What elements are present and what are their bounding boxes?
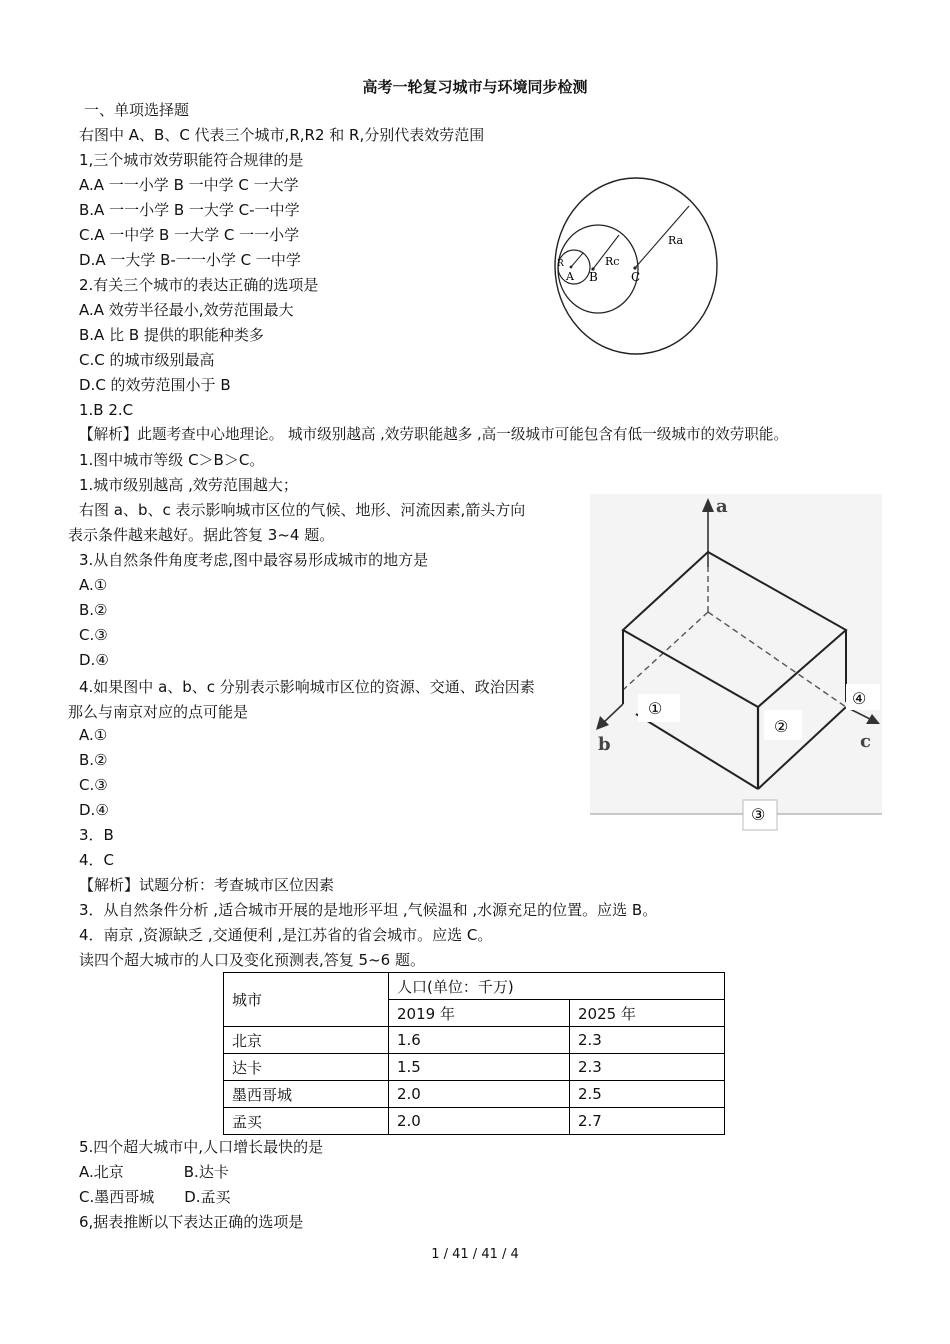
q1-option-c: C.A 一中学 B 一大学 C 一一小学 — [79, 226, 300, 244]
diagram-background — [590, 494, 882, 814]
cell-2025: 2.7 — [570, 1108, 725, 1135]
cell-city: 墨西哥城 — [224, 1081, 389, 1108]
cell-2025: 2.3 — [570, 1027, 725, 1054]
axis-c-label: c — [860, 731, 871, 752]
answer-3: 3．B — [79, 826, 114, 844]
q4-option-d: D.④ — [79, 801, 109, 819]
q12-intro: 右图中 A、B、C 代表三个城市,R,R2 和 R,分别代表效劳范围 — [79, 126, 485, 144]
question-5: 5.四个超大城市中,人口增长最快的是 — [79, 1138, 324, 1156]
cell-2019: 2.0 — [389, 1081, 570, 1108]
q4-option-a: A.① — [79, 726, 108, 744]
label-rb: Rc — [605, 255, 620, 268]
q2-option-b: B.A 比 B 提供的职能种类多 — [79, 326, 264, 344]
page-footer: 1 / 41 / 41 / 4 — [431, 1247, 519, 1262]
answer-4: 4．C — [79, 851, 115, 869]
point-1-label: ① — [648, 699, 663, 718]
service-range-circle-diagram — [553, 175, 719, 357]
cell-city: 达卡 — [224, 1054, 389, 1081]
explanation-2: 1.城市级别越高 ,效劳范围越大； — [79, 476, 298, 494]
label-b: B — [589, 270, 598, 284]
q5-options-row-2: C.墨西哥城 D.孟买 — [79, 1188, 231, 1206]
table-row — [224, 1081, 725, 1108]
question-1: 1,三个城市效劳职能符合规律的是 — [79, 151, 304, 169]
table-row — [224, 1027, 725, 1054]
page-title: 高考一轮复习城市与环境同步检测 — [362, 78, 588, 96]
cell-2025: 2.3 — [570, 1054, 725, 1081]
question-4-line-1: 4.如果图中 a、b、c 分别表示影响城市区位的资源、交通、政治因素 — [79, 678, 535, 696]
location-factor-box-diagram — [588, 492, 884, 832]
table-header-row — [224, 973, 725, 1000]
table-row — [224, 1108, 725, 1135]
q3-option-c: C.③ — [79, 626, 108, 644]
q2-option-c: C.C 的城市级别最高 — [79, 351, 215, 369]
circle-b — [558, 225, 641, 313]
radius-a-line — [571, 253, 583, 267]
explanation-1: 1.图中城市等级 C＞B＞C。 — [79, 451, 265, 469]
q1-option-d: D.A 一大学 B-一一小学 C 一中学 — [79, 251, 301, 269]
question-6: 6,据表推断以下表达正确的选项是 — [79, 1213, 304, 1231]
header-city: 城市 — [224, 973, 389, 1027]
cell-2019: 2.0 — [389, 1108, 570, 1135]
q1-option-a: A.A 一一小学 B 一中学 C 一大学 — [79, 176, 299, 194]
header-2019: 2019 年 — [389, 1000, 570, 1027]
analysis-3-4: 【解析】试题分析：考查城市区位因素 — [79, 876, 335, 894]
q34-intro-1: 右图 a、b、c 表示影响城市区位的气候、地形、河流因素,箭头方向 — [79, 501, 526, 519]
explanation-4: 4．南京 ,资源缺乏 ,交通便利 ,是江苏省的省会城市。应选 C。 — [79, 926, 493, 944]
header-population: 人口(单位：千万) — [389, 973, 725, 1000]
cell-city: 北京 — [224, 1027, 389, 1054]
axis-b-label: b — [598, 734, 611, 755]
point-3-label: ③ — [751, 805, 766, 824]
label-r-small: R — [557, 259, 564, 269]
question-4-line-2: 那么与南京对应的点可能是 — [68, 703, 249, 721]
q3-option-a: A.① — [79, 576, 108, 594]
point-a — [570, 266, 573, 269]
q1-option-b: B.A 一一小学 B 一大学 C-一中学 — [79, 201, 300, 219]
q2-option-d: D.C 的效劳范围小于 B — [79, 376, 231, 394]
q3-option-d: D.④ — [79, 651, 109, 669]
table-row — [224, 1054, 725, 1081]
circle-c — [555, 178, 717, 354]
explanation-3: 3．从自然条件分析 ,适合城市开展的是地形平坦 ,气候温和 ,水源充足的位置。应选 B。 — [79, 901, 658, 919]
label-ra: Ra — [668, 234, 684, 247]
point-2-label: ② — [774, 717, 789, 736]
q4-option-c: C.③ — [79, 776, 108, 794]
q2-option-a: A.A 效劳半径最小,效劳范围最大 — [79, 301, 294, 319]
header-2025: 2025 年 — [570, 1000, 725, 1027]
cell-2019: 1.6 — [389, 1027, 570, 1054]
population-table — [223, 972, 725, 1135]
question-2: 2.有关三个城市的表达正确的选项是 — [79, 276, 319, 294]
section-heading: 一、单项选择题 — [84, 101, 190, 119]
label-a: A — [566, 270, 574, 283]
q5-options-row-1: A.北京 B.达卡 — [79, 1163, 229, 1181]
point-4-label: ④ — [852, 689, 867, 708]
q56-intro: 读四个超大城市的人口及变化预测表,答复 5~6 题。 — [79, 951, 425, 969]
question-3: 3.从自然条件角度考虑,图中最容易形成城市的地方是 — [79, 551, 429, 569]
q34-intro-2: 表示条件越来越好。据此答复 3~4 题。 — [68, 526, 335, 544]
cell-2025: 2.5 — [570, 1081, 725, 1108]
analysis-1-2: 【解析】此题考查中心地理论。 城市级别越高 ,效劳职能越多 ,高一级城市可能包含有低一级城市的效劳职能。 — [79, 426, 789, 443]
q3-option-b: B.② — [79, 601, 108, 619]
axis-a-label: a — [716, 496, 728, 517]
cell-2019: 1.5 — [389, 1054, 570, 1081]
q4-option-b: B.② — [79, 751, 108, 769]
answer-1-2: 1.B 2.C — [79, 401, 134, 419]
cell-city: 孟买 — [224, 1108, 389, 1135]
label-c: C — [631, 270, 641, 284]
